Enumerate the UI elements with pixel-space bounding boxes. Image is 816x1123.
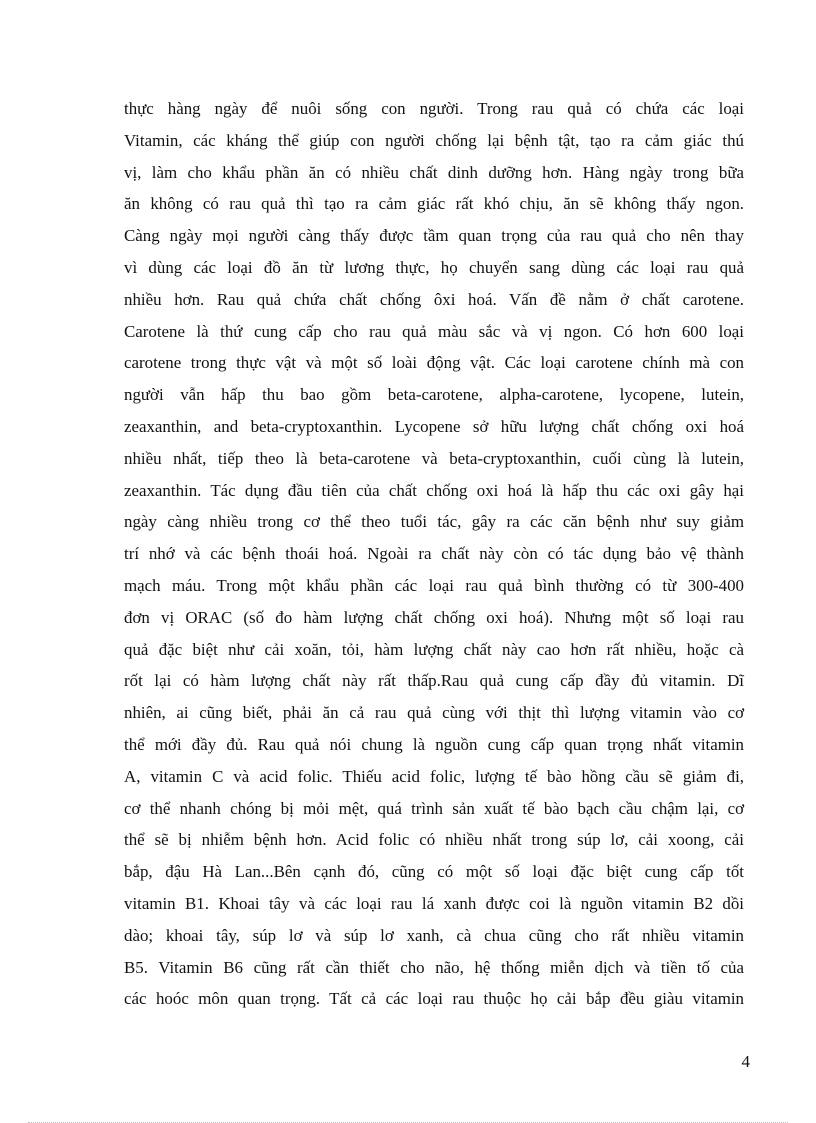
text-line: zeaxanthin, and beta-cryptoxanthin. Lycopene sở hữu lượng chất chống oxi hoá <box>124 416 744 436</box>
text-line: B5. Vitamin B6 cũng rất cần thiết cho não, hệ thống miễn dịch và tiền tố của <box>124 957 744 977</box>
text-line: Vitamin, các kháng thể giúp con người chống lại bệnh tật, tạo ra cảm giác thú <box>124 130 744 150</box>
text-line: các hoóc môn quan trọng. Tất cả các loại rau thuộc họ cải bắp đều giàu vitamin <box>124 989 744 1009</box>
text-line: rốt lại có hàm lượng chất này rất thấp.Rau quả cung cấp đầy đủ vitamin. Dĩ <box>124 671 744 691</box>
text-line: vì dùng các loại đồ ăn từ lương thực, họ chuyển sang dùng các loại rau quả <box>124 257 744 277</box>
text-line: cơ thể nhanh chóng bị mỏi mệt, quá trình sản xuất tế bào bạch cầu chậm lại, cơ <box>124 798 744 818</box>
text-line: đơn vị ORAC (số đo hàm lượng chất chống oxi hoá). Nhưng một số loại rau <box>124 607 744 627</box>
text-line: A, vitamin C và acid folic. Thiếu acid folic, lượng tế bào hồng cầu sẽ giảm đi, <box>124 766 744 786</box>
text-line: thực hàng ngày để nuôi sống con người. Trong rau quả có chứa các loại <box>124 99 744 118</box>
text-line: người vẫn hấp thu bao gồm beta-carotene, alpha-carotene, lycopene, lutein, <box>124 385 744 405</box>
text-line: trí nhớ và các bệnh thoái hoá. Ngoài ra chất này còn có tác dụng bảo vệ thành <box>124 544 744 564</box>
text-line: quả đặc biệt như cải xoăn, tỏi, hàm lượng chất này cao hơn rất nhiều, hoặc cà <box>124 639 744 659</box>
text-line: mạch máu. Trong một khẩu phần các loại rau quả bình thường có từ 300-400 <box>124 575 744 595</box>
text-line: Càng ngày mọi người càng thấy được tầm quan trọng của rau quả cho nên thay <box>124 226 744 246</box>
text-line: vitamin B1. Khoai tây và các loại rau lá xanh được coi là nguồn vitamin B2 dồi <box>124 893 744 913</box>
text-line: dào; khoai tây, súp lơ và súp lơ xanh, cà chua cũng cho rất nhiều vitamin <box>124 925 744 945</box>
page-number: 4 <box>741 1052 750 1071</box>
body-text <box>124 93 744 1015</box>
text-line: vị, làm cho khẩu phần ăn có nhiều chất dinh dưỡng hơn. Hàng ngày trong bữa <box>124 162 744 182</box>
text-line: carotene trong thực vật và một số loài động vật. Các loại carotene chính mà con <box>124 353 744 373</box>
text-line: zeaxanthin. Tác dụng đầu tiên của chất chống oxi hoá là hấp thu các oxi gây hại <box>124 480 744 500</box>
text-line: ăn không có rau quả thì tạo ra cảm giác rất khó chịu, ăn sẽ không thấy ngon. <box>124 194 744 214</box>
text-line: thể mới đầy đủ. Rau quả nói chung là nguồn cung cấp quan trọng nhất vitamin <box>124 734 744 754</box>
text-line: Carotene là thứ cung cấp cho rau quả màu sắc và vị ngon. Có hơn 600 loại <box>124 321 744 341</box>
text-line: nhiên, ai cũng biết, phải ăn cả rau quả cùng với thịt thì lượng vitamin vào cơ <box>124 703 744 723</box>
text-line: ngày càng nhiều trong cơ thể theo tuổi tác, gây ra các căn bệnh như suy giảm <box>124 512 744 532</box>
text-line: thể sẽ bị nhiễm bệnh hơn. Acid folic có nhiều nhất trong súp lơ, cải xoong, cải <box>124 830 744 850</box>
text-line: bắp, đậu Hà Lan...Bên cạnh đó, cũng có một số loại đặc biệt cung cấp tốt <box>124 862 744 882</box>
text-line: nhiều hơn. Rau quả chứa chất chống ôxi hoá. Vấn đề nằm ở chất carotene. <box>124 289 744 309</box>
text-line: nhiều nhất, tiếp theo là beta-carotene và beta-cryptoxanthin, cuối cùng là lutein, <box>124 448 744 468</box>
